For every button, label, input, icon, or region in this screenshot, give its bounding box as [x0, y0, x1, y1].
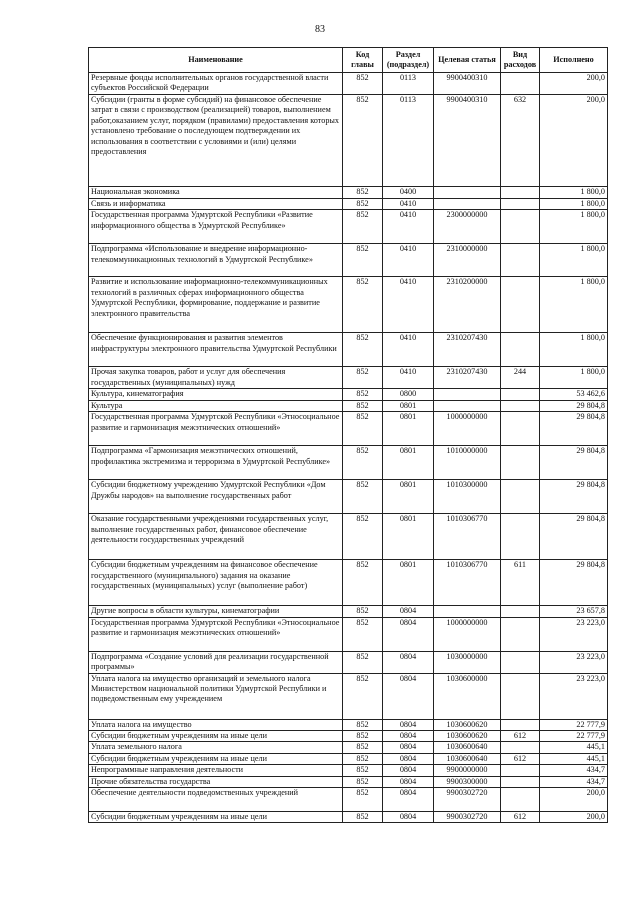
cell-name: Развитие и использование информационно-телекоммуникационных технологий в различных сферах информационного общества Удмуртской Республики, формирование, поддержание и развитие электронного правительства	[89, 277, 343, 333]
cell-section: 0113	[383, 95, 434, 187]
cell-target: 9900300000	[434, 776, 501, 787]
cell-target: 9900302720	[434, 812, 501, 823]
cell-amount: 22 777,9	[540, 731, 608, 742]
table-row	[89, 210, 608, 244]
table-row	[89, 788, 608, 812]
cell-name: Национальная экономика	[89, 187, 343, 199]
cell-section: 0804	[383, 788, 434, 812]
table-row	[89, 446, 608, 480]
cell-name: Прочая закупка товаров, работ и услуг для обеспечения государственных (муниципальных) нужд	[89, 367, 343, 389]
cell-amount: 1 800,0	[540, 244, 608, 277]
cell-type: 244	[501, 367, 540, 389]
cell-code: 852	[343, 812, 383, 823]
cell-section: 0804	[383, 651, 434, 673]
cell-section: 0804	[383, 606, 434, 617]
table-row	[89, 199, 608, 210]
table-row	[89, 731, 608, 742]
cell-name: Непрограммные направления деятельности	[89, 765, 343, 776]
cell-section: 0113	[383, 73, 434, 95]
cell-target: 9900400310	[434, 73, 501, 95]
cell-name: Резервные фонды исполнительных органов государственной власти субъектов Российской Федерации	[89, 73, 343, 95]
cell-target	[434, 606, 501, 617]
cell-target: 1030600640	[434, 753, 501, 764]
cell-name: Субсидии (гранты в форме субсидий) на финансовое обеспечение затрат в связи с производством (реализацией) товаров, выполнением работ,оказанием услуг, порядком (правилами) предоставления которых установлено требование о последующем подтверждении их использования в соответствии с условиями и (или) целями предоставления	[89, 95, 343, 187]
cell-section: 0801	[383, 514, 434, 560]
cell-amount: 22 777,9	[540, 719, 608, 730]
cell-amount: 23 223,0	[540, 651, 608, 673]
cell-section: 0801	[383, 480, 434, 514]
cell-target: 1010306770	[434, 560, 501, 606]
cell-amount: 29 804,8	[540, 400, 608, 411]
cell-type	[501, 389, 540, 400]
cell-section: 0804	[383, 617, 434, 651]
cell-target: 1000000000	[434, 412, 501, 446]
cell-type	[501, 73, 540, 95]
cell-type: 612	[501, 812, 540, 823]
cell-section: 0801	[383, 560, 434, 606]
cell-amount: 29 804,8	[540, 480, 608, 514]
cell-name: Государственная программа Удмуртской Республики «Этносоциальное развитие и гармонизация межэтнических отношений»	[89, 617, 343, 651]
table-row	[89, 367, 608, 389]
cell-name: Культура, кинематография	[89, 389, 343, 400]
cell-code: 852	[343, 651, 383, 673]
page-number: 83	[315, 24, 325, 35]
cell-amount: 434,7	[540, 765, 608, 776]
table-row	[89, 277, 608, 333]
cell-amount: 1 800,0	[540, 367, 608, 389]
cell-amount: 23 657,8	[540, 606, 608, 617]
cell-code: 852	[343, 277, 383, 333]
cell-section: 0804	[383, 731, 434, 742]
cell-name: Обеспечение функционирования и развития элементов инфраструктуры электронного правительства Удмуртской Республики	[89, 333, 343, 367]
cell-section: 0410	[383, 244, 434, 277]
header-amount: Исполнено	[540, 48, 608, 73]
cell-type	[501, 333, 540, 367]
cell-code: 852	[343, 560, 383, 606]
cell-section: 0804	[383, 812, 434, 823]
table-row	[89, 765, 608, 776]
cell-section: 0800	[383, 389, 434, 400]
cell-target: 1030600000	[434, 673, 501, 719]
cell-section: 0804	[383, 776, 434, 787]
table-row	[89, 95, 608, 187]
cell-code: 852	[343, 753, 383, 764]
cell-target	[434, 187, 501, 199]
budget-table	[88, 47, 608, 823]
table-row	[89, 480, 608, 514]
table-row	[89, 673, 608, 719]
cell-target: 1010306770	[434, 514, 501, 560]
cell-amount: 200,0	[540, 788, 608, 812]
cell-type	[501, 606, 540, 617]
cell-code: 852	[343, 776, 383, 787]
cell-code: 852	[343, 95, 383, 187]
cell-code: 852	[343, 333, 383, 367]
cell-section: 0804	[383, 742, 434, 753]
cell-type	[501, 199, 540, 210]
cell-type	[501, 210, 540, 244]
cell-code: 852	[343, 400, 383, 411]
cell-amount: 200,0	[540, 95, 608, 187]
cell-type	[501, 187, 540, 199]
table-header-row	[89, 48, 608, 73]
cell-amount: 29 804,8	[540, 560, 608, 606]
cell-name: Подпрограмма «Гармонизация межэтнических отношений, профилактика экстремизма и терроризма в Удмуртской Республике»	[89, 446, 343, 480]
cell-target: 2310207430	[434, 367, 501, 389]
cell-name: Обеспечение деятельности подведомственных учреждений	[89, 788, 343, 812]
cell-type	[501, 446, 540, 480]
cell-name: Субсидии бюджетным учреждениям на финансовое обеспечение государственного (муниципального) задания на оказание государственных (муниципальных) услуг (выполнение работ)	[89, 560, 343, 606]
cell-code: 852	[343, 514, 383, 560]
cell-name: Прочие обязательства государства	[89, 776, 343, 787]
cell-type	[501, 277, 540, 333]
cell-target: 1010300000	[434, 480, 501, 514]
cell-name: Субсидии бюджетным учреждениям на иные цели	[89, 812, 343, 823]
header-target: Целевая статья	[434, 48, 501, 73]
cell-name: Связь и информатика	[89, 199, 343, 210]
cell-type	[501, 514, 540, 560]
cell-code: 852	[343, 367, 383, 389]
cell-section: 0410	[383, 333, 434, 367]
cell-type	[501, 412, 540, 446]
cell-name: Субсидии бюджетному учреждению Удмуртской Республики «Дом Дружбы народов» на выполнение государственных работ	[89, 480, 343, 514]
cell-code: 852	[343, 765, 383, 776]
cell-target: 2310200000	[434, 277, 501, 333]
cell-name: Подпрограмма «Создание условий для реализации государственной программы»	[89, 651, 343, 673]
table-row	[89, 617, 608, 651]
cell-type	[501, 742, 540, 753]
cell-name: Уплата налога на имущество организаций и земельного налога Министерством национальной политики Удмуртской Республики и подведомственным ему учреждением	[89, 673, 343, 719]
cell-amount: 200,0	[540, 812, 608, 823]
cell-code: 852	[343, 412, 383, 446]
cell-target: 1030600640	[434, 742, 501, 753]
cell-code: 852	[343, 210, 383, 244]
table-row	[89, 776, 608, 787]
cell-code: 852	[343, 788, 383, 812]
cell-section: 0801	[383, 446, 434, 480]
cell-amount: 1 800,0	[540, 187, 608, 199]
cell-type: 611	[501, 560, 540, 606]
cell-name: Субсидии бюджетным учреждениям на иные цели	[89, 753, 343, 764]
cell-type	[501, 244, 540, 277]
cell-amount: 445,1	[540, 753, 608, 764]
table-row	[89, 719, 608, 730]
cell-target	[434, 199, 501, 210]
table-row	[89, 333, 608, 367]
cell-type	[501, 776, 540, 787]
cell-name: Субсидии бюджетным учреждениям на иные цели	[89, 731, 343, 742]
cell-code: 852	[343, 617, 383, 651]
cell-target: 9900400310	[434, 95, 501, 187]
cell-amount: 29 804,8	[540, 412, 608, 446]
cell-target: 1030600620	[434, 719, 501, 730]
cell-amount: 200,0	[540, 73, 608, 95]
cell-section: 0801	[383, 412, 434, 446]
cell-amount: 23 223,0	[540, 673, 608, 719]
cell-type	[501, 673, 540, 719]
cell-code: 852	[343, 719, 383, 730]
cell-code: 852	[343, 742, 383, 753]
cell-type	[501, 719, 540, 730]
cell-code: 852	[343, 731, 383, 742]
cell-name: Уплата земельного налога	[89, 742, 343, 753]
cell-name: Оказание государственными учреждениями государственных услуг, выполнение государственных работ, финансовое обеспечение деятельности государственных учреждений	[89, 514, 343, 560]
cell-type	[501, 400, 540, 411]
cell-amount: 29 804,8	[540, 446, 608, 480]
cell-section: 0804	[383, 719, 434, 730]
cell-section: 0410	[383, 210, 434, 244]
cell-code: 852	[343, 199, 383, 210]
cell-section: 0804	[383, 673, 434, 719]
table-row	[89, 412, 608, 446]
cell-amount: 53 462,6	[540, 389, 608, 400]
cell-amount: 434,7	[540, 776, 608, 787]
cell-type	[501, 788, 540, 812]
table-row	[89, 560, 608, 606]
cell-code: 852	[343, 389, 383, 400]
table-row	[89, 753, 608, 764]
table-row	[89, 389, 608, 400]
cell-name: Уплата налога на имущество	[89, 719, 343, 730]
cell-amount: 1 800,0	[540, 277, 608, 333]
header-code: Код главы	[343, 48, 383, 73]
cell-target: 2310000000	[434, 244, 501, 277]
cell-code: 852	[343, 244, 383, 277]
cell-name: Другие вопросы в области культуры, кинематографии	[89, 606, 343, 617]
cell-section: 0400	[383, 187, 434, 199]
cell-target: 1000000000	[434, 617, 501, 651]
cell-type: 612	[501, 753, 540, 764]
cell-target: 9900302720	[434, 788, 501, 812]
cell-target: 2310207430	[434, 333, 501, 367]
table-row	[89, 244, 608, 277]
cell-amount: 1 800,0	[540, 333, 608, 367]
header-name: Наименование	[89, 48, 343, 73]
cell-code: 852	[343, 446, 383, 480]
table-row	[89, 812, 608, 823]
cell-amount: 23 223,0	[540, 617, 608, 651]
cell-name: Культура	[89, 400, 343, 411]
table-row	[89, 742, 608, 753]
cell-type	[501, 617, 540, 651]
cell-section: 0410	[383, 367, 434, 389]
cell-section: 0804	[383, 753, 434, 764]
cell-name: Подпрограмма «Использование и внедрение информационно-телекоммуникационных технологий в Удмуртской Республике»	[89, 244, 343, 277]
cell-type: 612	[501, 731, 540, 742]
cell-target	[434, 389, 501, 400]
cell-amount: 29 804,8	[540, 514, 608, 560]
cell-target: 2300000000	[434, 210, 501, 244]
cell-code: 852	[343, 606, 383, 617]
table-row	[89, 73, 608, 95]
cell-section: 0801	[383, 400, 434, 411]
table-row	[89, 651, 608, 673]
cell-amount: 1 800,0	[540, 199, 608, 210]
cell-type: 632	[501, 95, 540, 187]
header-type: Вид расходов	[501, 48, 540, 73]
table-row	[89, 514, 608, 560]
cell-type	[501, 480, 540, 514]
cell-target: 1030600620	[434, 731, 501, 742]
header-section: Раздел (подраздел)	[383, 48, 434, 73]
cell-type	[501, 651, 540, 673]
cell-code: 852	[343, 673, 383, 719]
table-row	[89, 187, 608, 199]
cell-code: 852	[343, 187, 383, 199]
cell-code: 852	[343, 73, 383, 95]
cell-target: 9900000000	[434, 765, 501, 776]
cell-section: 0410	[383, 199, 434, 210]
cell-target	[434, 400, 501, 411]
cell-name: Государственная программа Удмуртской Республики «Этносоциальное развитие и гармонизация межэтнических отношений»	[89, 412, 343, 446]
cell-code: 852	[343, 480, 383, 514]
cell-amount: 445,1	[540, 742, 608, 753]
cell-section: 0804	[383, 765, 434, 776]
table-row	[89, 400, 608, 411]
cell-target: 1030000000	[434, 651, 501, 673]
cell-name: Государственная программа Удмуртской Республики «Развитие информационного общества в Удмуртской Республике»	[89, 210, 343, 244]
cell-section: 0410	[383, 277, 434, 333]
cell-amount: 1 800,0	[540, 210, 608, 244]
table-row	[89, 606, 608, 617]
cell-type	[501, 765, 540, 776]
cell-target: 1010000000	[434, 446, 501, 480]
